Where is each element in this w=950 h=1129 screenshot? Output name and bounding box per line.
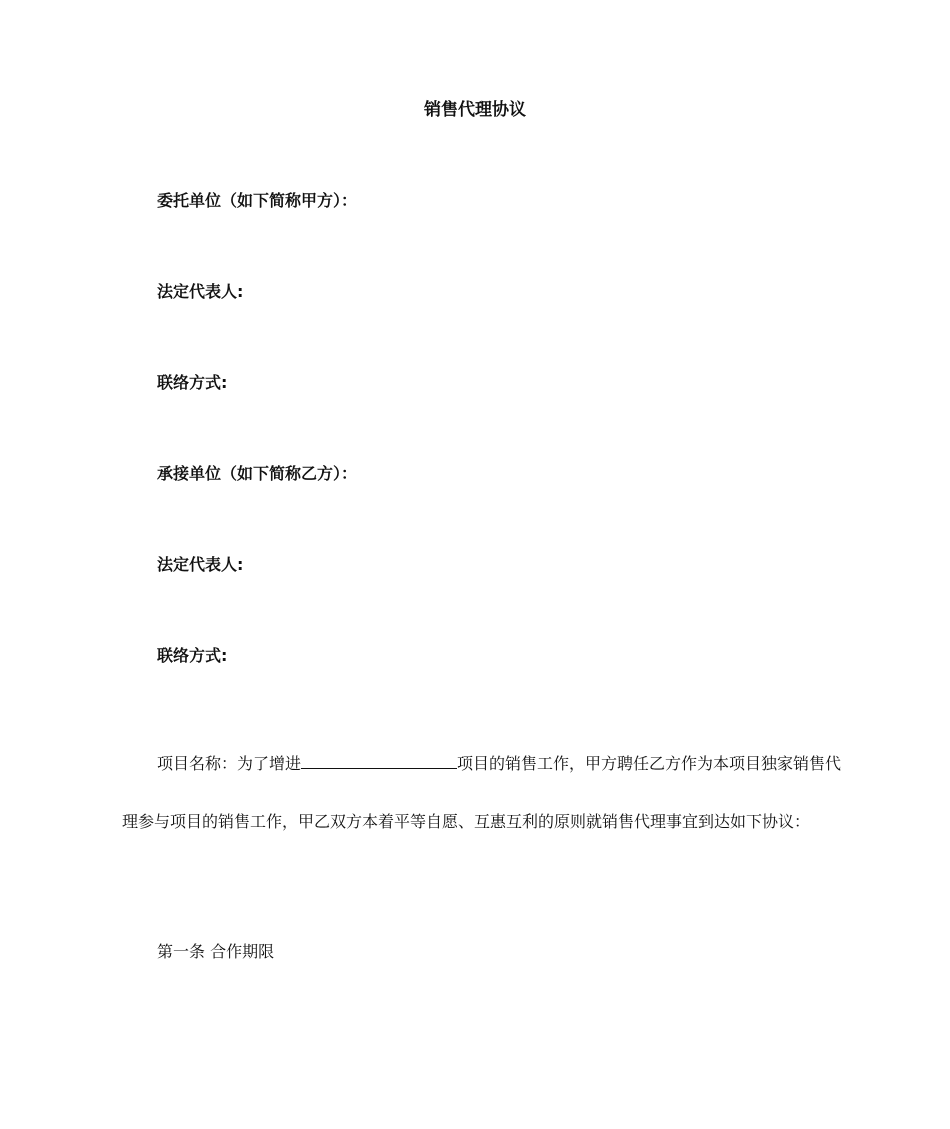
project-intro-after-blank: 项目的销售工作，甲方聘任乙方作为本项目独家销售代理参与项目的销售工作，甲乙双方本着平等自愿、互惠互利的原则就销售代理事宜到达如下协议： [122,754,842,831]
project-intro-paragraph [122,735,842,851]
party-a-contact-label: 联络方式: [157,373,228,392]
article-1-heading: 第一条 合作期限 [157,942,275,961]
document-title: 销售代理协议 [424,100,526,120]
project-intro-before-blank: 项目名称：为了增进 [157,754,302,773]
project-name-blank [301,754,457,769]
party-b-undertake-label: 承接单位（如下简称乙方）： [157,464,358,483]
party-b-representative-label: 法定代表人: [157,555,244,574]
party-a-representative-label: 法定代表人: [157,282,244,301]
party-b-contact-label: 联络方式: [157,646,228,665]
party-a-entrust-label: 委托单位（如下简称甲方）： [157,191,358,210]
